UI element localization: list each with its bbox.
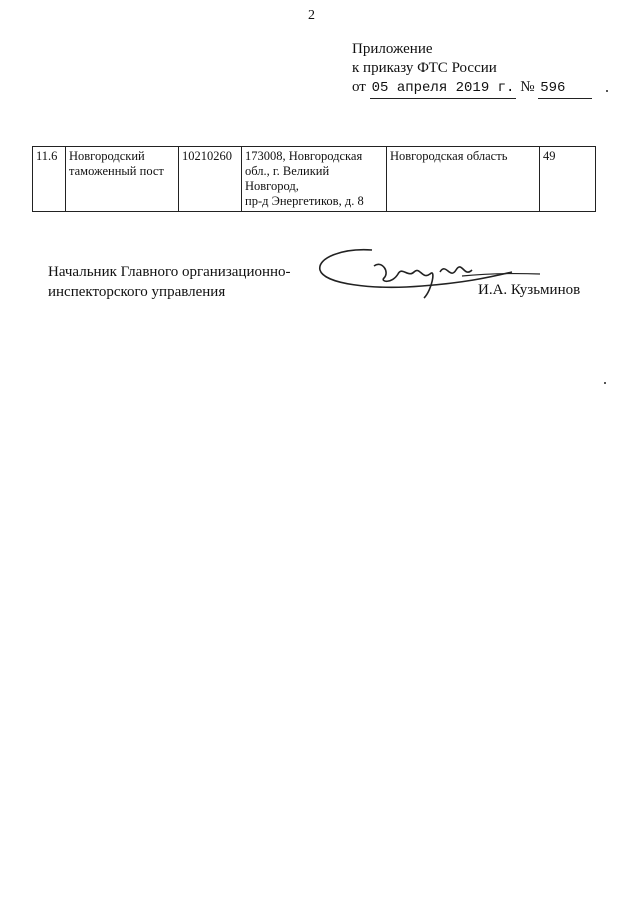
post-value: 49 <box>540 147 596 212</box>
signatory-title-line: Начальник Главного организационно- <box>48 264 291 280</box>
address-line: пр-д Энергетиков, д. 8 <box>245 194 364 208</box>
appendix-order-ref: к приказу ФТС России <box>352 60 497 76</box>
signatory-name: И.А. Кузьминов <box>478 282 581 298</box>
order-date: 05 апреля 2019 г. <box>370 79 517 99</box>
page-number: 2 <box>308 8 315 23</box>
number-label: № <box>520 79 535 95</box>
row-index: 11.6 <box>33 147 66 212</box>
post-name: Новгородский таможенный пост <box>66 147 179 212</box>
post-region: Новгородская область <box>387 147 540 212</box>
table-row <box>33 147 596 212</box>
signatory-title <box>48 262 291 302</box>
scan-dot <box>604 382 606 384</box>
appendix-title: Приложение <box>352 41 433 57</box>
post-address <box>242 147 387 212</box>
address-line: Новгород, <box>245 179 299 193</box>
address-line: 173008, Новгородская <box>245 149 363 163</box>
address-line: обл., г. Великий <box>245 164 330 178</box>
scan-dot <box>606 90 608 92</box>
order-number: 596 <box>538 79 592 99</box>
from-label: от <box>352 79 366 95</box>
customs-posts-table <box>32 146 596 212</box>
signatory-title-line: инспекторского управления <box>48 284 226 300</box>
post-code: 10210260 <box>179 147 242 212</box>
appendix-date-line <box>352 78 592 99</box>
appendix-header <box>352 40 592 99</box>
